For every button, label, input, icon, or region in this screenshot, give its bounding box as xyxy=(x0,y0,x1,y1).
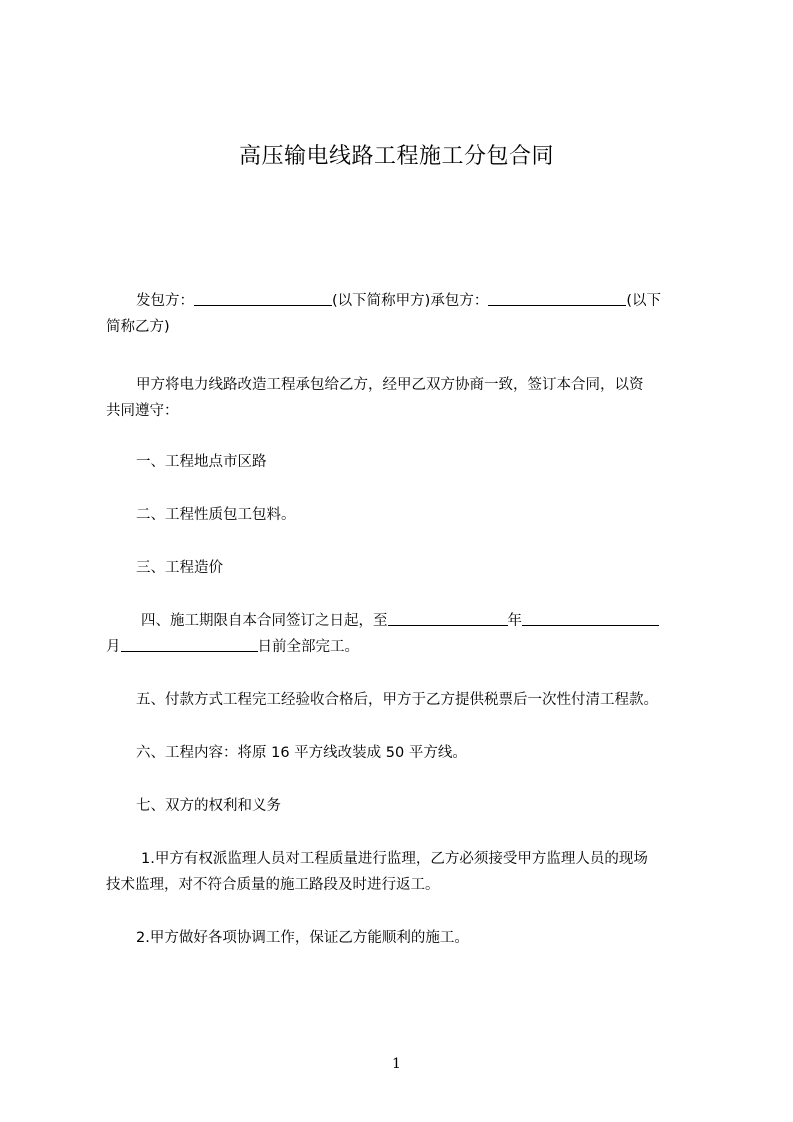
day-blank xyxy=(121,637,258,652)
year-label: 年 xyxy=(507,613,522,629)
clause-6: 六、工程内容：将原 16 平方线改装成 50 平方线。 xyxy=(136,745,467,761)
clause-4-text: 四、施工期限自本合同签订之日起，至 xyxy=(141,613,388,629)
contractor-note: (以下 xyxy=(626,293,661,309)
clause-7: 七、双方的权利和义务 xyxy=(136,798,281,814)
intro-line-1: 甲方将电力线路改造工程承包给乙方，经甲乙双方协商一致，签订本合同，以资 xyxy=(136,377,644,393)
month-blank xyxy=(522,611,659,626)
month-label: 月 xyxy=(106,639,121,655)
clause-1: 一、工程地点市区路 xyxy=(136,454,267,470)
issuer-label: 发包方： xyxy=(136,293,194,309)
document-title: 高压输电线路工程施工分包合同 xyxy=(238,144,554,169)
clause-5: 五、付款方式工程完工经验收合格后，甲方于乙方提供税票后一次性付清工程款。 xyxy=(136,692,658,708)
clause-7-1-line-2: 技术监理，对不符合质量的施工路段及时进行返工。 xyxy=(106,877,440,893)
clause-3: 三、工程造价 xyxy=(136,560,223,576)
parties-line-cont: 简称乙方) xyxy=(106,319,170,335)
contractor-blank xyxy=(488,291,626,306)
clause-4-line-1 xyxy=(106,610,741,632)
parties-line xyxy=(106,290,736,312)
clause-4-line-2 xyxy=(106,636,706,658)
issuer-blank xyxy=(194,291,332,306)
clause-2: 二、工程性质包工包料。 xyxy=(136,507,296,523)
issuer-note: (以下简称甲方)承包方： xyxy=(332,293,489,309)
page-number: 1 xyxy=(392,1056,401,1072)
intro-line-2: 共同遵守： xyxy=(106,403,179,419)
clause-7-2: 2.甲方做好各项协调工作，保证乙方能顺利的施工。 xyxy=(136,930,469,946)
clause-7-1-line-1: 1.甲方有权派监理人员对工程质量进行监理，乙方必须接受甲方监理人员的现场 xyxy=(141,851,648,867)
clause-4-end: 日前全部完工。 xyxy=(257,639,359,655)
year-blank xyxy=(388,611,508,626)
